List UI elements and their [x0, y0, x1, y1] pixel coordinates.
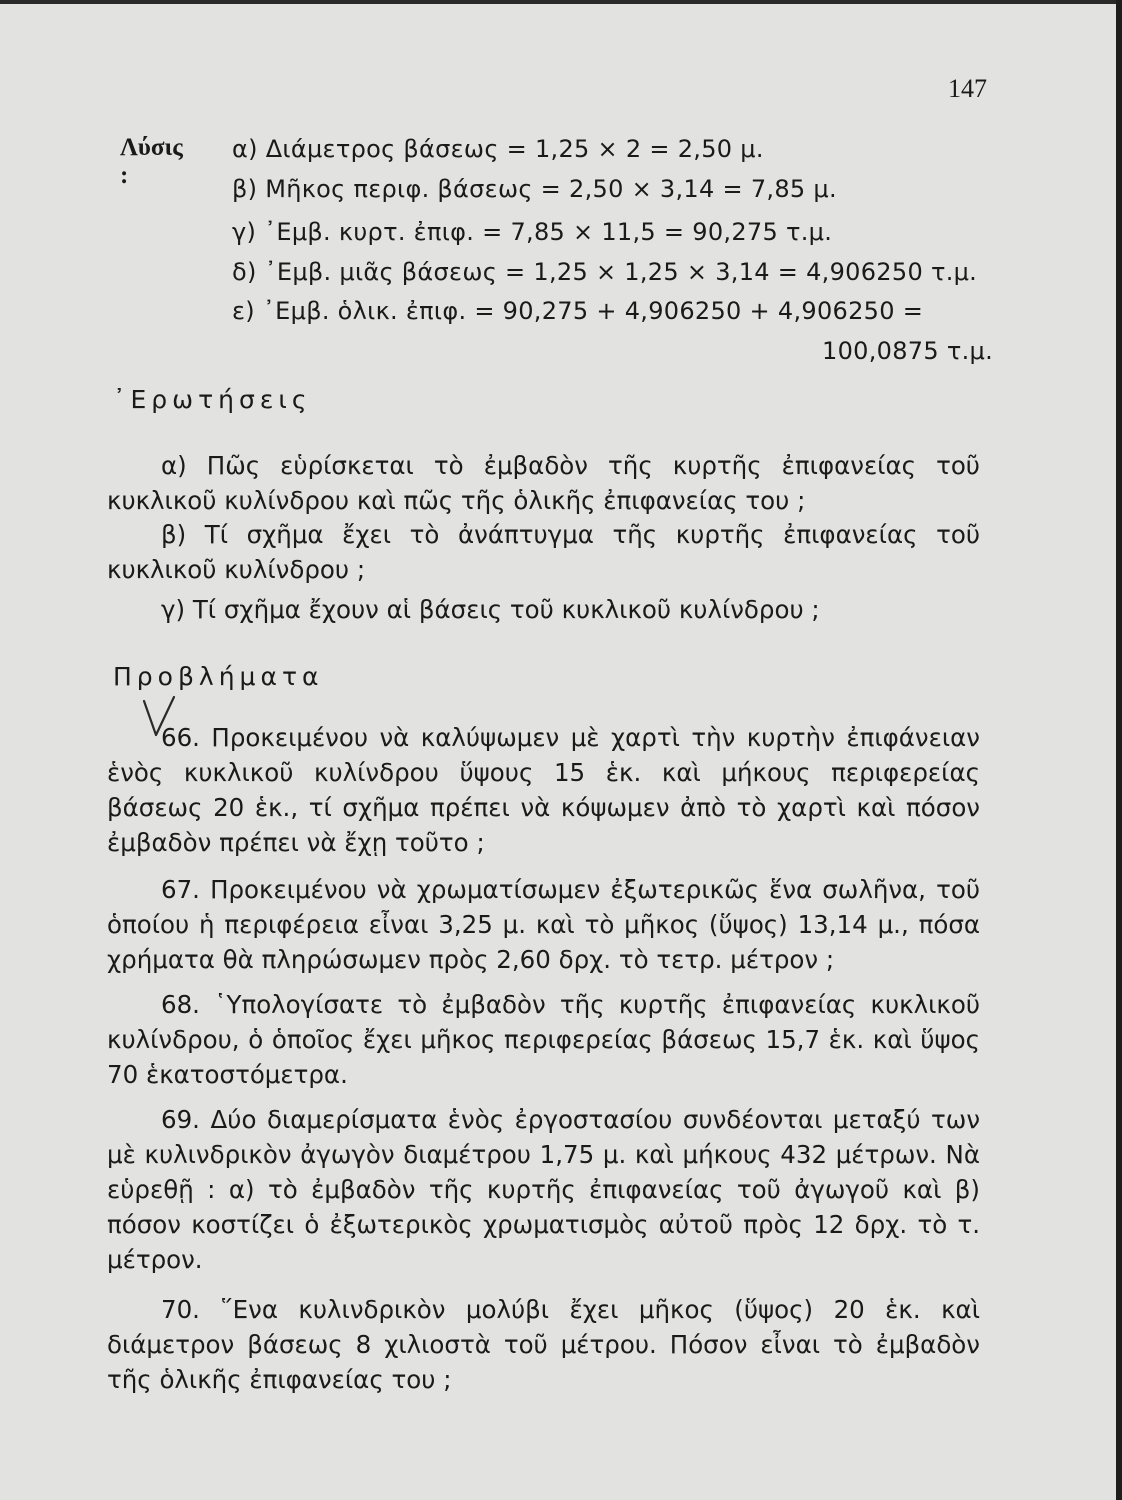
problem-66-text: 66. Προκειμένου νὰ καλύψωμεν μὲ χαρτὶ τὴν κυρτὴν ἐπιφάνειαν ἑνὸς κυκλικοῦ κυλίνδρου ὕψους 15 ἑκ. καὶ μήκους περιφερείας βάσεως 20 ἑκ., τί σχῆμα πρέπει νὰ κόψωμεν ἀπὸ τὸ χαρτὶ καὶ πόσον ἐμβαδὸν πρέπει νὰ ἔχῃ τοῦτο ; [107, 723, 980, 857]
solution-label: Λύσις : [120, 134, 183, 189]
question-c-text: γ) Τί σχῆμα ἔχουν αἱ βάσεις τοῦ κυκλικοῦ κυλίνδρου ; [161, 595, 820, 624]
problem-68-text: 68. ῾Υπολογίσατε τὸ ἐμβαδὸν τῆς κυρτῆς ἐπιφανείας κυκλικοῦ κυλίνδρου, ὁ ὁποῖος ἔχει μῆκος περιφερείας βάσεως 15,7 ἑκ. καὶ ὕψος 70 ἑκατοστόμετρα. [107, 990, 980, 1089]
solution-line-d: δ) ᾿Εμβ. μιᾶς βάσεως = 1,25 × 1,25 × 3,14 = 4,906250 τ.μ. [232, 258, 978, 286]
solution-line-e: ε) ᾿Εμβ. ὁλικ. ἐπιφ. = 90,275 + 4,906250 + 4,906250 = [232, 297, 924, 325]
problem-67-text: 67. Προκειμένου νὰ χρωματίσωμεν ἐξωτερικῶς ἕνα σωλῆνα, τοῦ ὁποίου ἡ περιφέρεια εἶναι 3,25 μ. καὶ τὸ μῆκος (ὕψος) 13,14 μ., πόσα χρήματα θὰ πληρώσωμεν πρὸς 2,60 δρχ. τὸ τετρ. μέτρον ; [107, 875, 980, 974]
problem-68 [107, 987, 980, 1092]
page-top-edge [0, 0, 1122, 4]
page-right-edge [1116, 0, 1122, 1500]
question-b-text: β) Τί σχῆμα ἔχει τὸ ἀνάπτυγμα τῆς κυρτῆς ἐπιφανείας τοῦ κυκλικοῦ κυλίνδρου ; [107, 520, 980, 584]
questions-heading: ᾿Ερωτήσεις [113, 385, 312, 414]
problem-69-text: 69. Δύο διαμερίσματα ἑνὸς ἐργοστασίου συνδέονται μεταξύ των μὲ κυλινδρικὸν ἀγωγὸν διαμέτρου 1,75 μ. καὶ μήκους 432 μέτρων. Νὰ εὑρεθῇ : α) τὸ ἐμβαδὸν τῆς κυρτῆς ἐπιφανείας τοῦ ἀγωγοῦ καὶ β) πόσον κοστίζει ὁ ἐξωτερικὸς χρωματισμὸς αὐτοῦ πρὸς 12 δρχ. τὸ τ. μέτρον. [107, 1105, 980, 1274]
question-c [107, 592, 980, 627]
page-number: 147 [948, 74, 987, 103]
problem-66 [107, 720, 980, 860]
problem-70-text: 70. ῞Ενα κυλινδρικὸν μολύβι ἔχει μῆκος (ὕψος) 20 ἑκ. καὶ διάμετρον βάσεως 8 χιλιοστὰ τοῦ μέτρου. Πόσον εἶναι τὸ ἐμβαδὸν τῆς ὁλικῆς ἐπιφανείας του ; [107, 1295, 980, 1394]
solution-line-e-result: 100,0875 τ.μ. [822, 337, 994, 365]
solution-line-c: γ) ᾿Εμβ. κυρτ. ἐπιφ. = 7,85 × 11,5 = 90,275 τ.μ. [232, 218, 833, 246]
question-a-text: α) Πῶς εὑρίσκεται τὸ ἐμβαδὸν τῆς κυρτῆς ἐπιφανείας τοῦ κυκλικοῦ κυλίνδρου καὶ πῶς τῆς ὁλικῆς ἐπιφανείας του ; [107, 451, 980, 515]
solution-line-a: α) Διάμετρος βάσεως = 1,25 × 2 = 2,50 μ. [232, 135, 764, 163]
problem-67 [107, 872, 980, 977]
question-b [107, 517, 980, 587]
problem-69 [107, 1102, 980, 1277]
solution-line-b: β) Μῆκος περιφ. βάσεως = 2,50 × 3,14 = 7,85 μ. [232, 175, 837, 203]
question-a [107, 448, 980, 518]
problems-heading: Προβλήματα [113, 662, 324, 691]
problem-70 [107, 1292, 980, 1397]
